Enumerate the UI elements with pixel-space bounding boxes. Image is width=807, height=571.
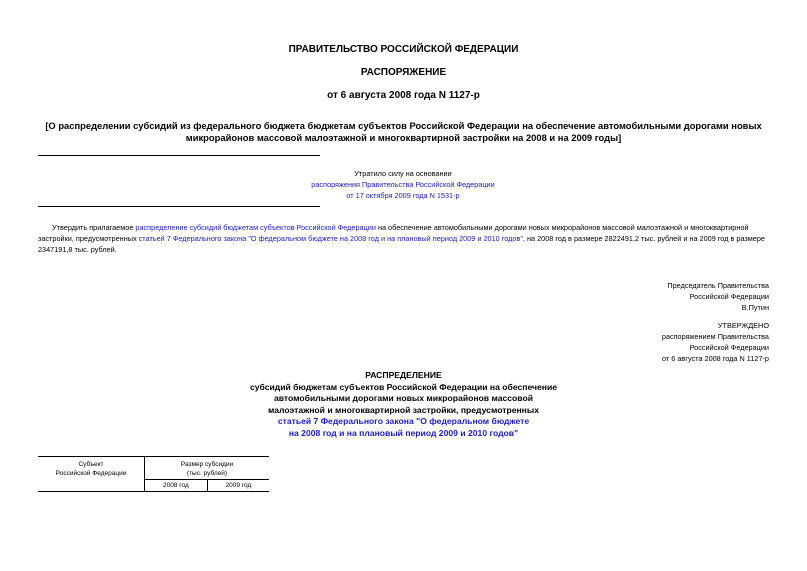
header-subsidy-line2: (тыс. рублей): [186, 470, 228, 477]
distribution-title: РАСПРЕДЕЛЕНИЕ: [365, 370, 442, 380]
federal-law-link[interactable]: статьей 7 Федерального закона "О федеральном бюджете на 2008 год и на плановый период 2009 и 2010 годов": [138, 234, 523, 243]
body-line3: 2347191,8 тыс. рублей.: [38, 245, 117, 254]
distribution-heading: [0, 370, 807, 439]
header-year-2009: 2009 год: [207, 480, 269, 492]
approval-block: [569, 320, 769, 364]
header-subject-line2: Российской Федерации: [55, 470, 127, 477]
signature-country: Российской Федерации: [689, 292, 769, 301]
table-bottom-rule: [38, 492, 269, 493]
divider-top: [38, 155, 320, 156]
header-year-2008: 2008 год: [145, 480, 208, 492]
approval-date: от 6 августа 2008 года N 1127-р: [662, 354, 769, 363]
repeal-note: [300, 168, 506, 201]
approval-by: распоряжением Правительства: [661, 332, 769, 341]
header-subject: [38, 457, 145, 492]
subsidy-table: [38, 456, 269, 492]
signature-position: Председатель Правительства: [667, 281, 769, 290]
repeal-note-text: Утратило силу на основании: [354, 169, 452, 178]
table-rule-cell: [38, 492, 269, 493]
document-date-number: от 6 августа 2008 года N 1127-р: [327, 90, 480, 101]
repeal-link-line1[interactable]: распоряжения Правительства Российской Федерации: [311, 180, 495, 189]
distribution-link[interactable]: распределение субсидий бюджетам субъектов Российской Федерации: [135, 223, 376, 232]
document-title-line2: микрорайонов массовой малоэтажной и многоквартирной застройки на 2008 и на 2009 годы]: [185, 132, 622, 143]
signature-block: [569, 280, 769, 313]
distribution-line3: малоэтажной и многоквартирной застройки, предусмотренных: [268, 404, 539, 415]
distribution-law-link1[interactable]: статьей 7 Федерального закона "О федеральном бюджете: [277, 416, 530, 426]
body-line2: [38, 233, 770, 244]
document-title-line1: [О распределении субсидий из федерального бюджета бюджетам субъектов Российской Федерации на обеспечение автомобильными дорогами новых: [45, 120, 762, 131]
repeal-link-line2[interactable]: от 17 октября 2009 года N 1531-р: [346, 191, 460, 200]
body-line1: [38, 222, 770, 233]
document-title: [40, 120, 767, 144]
body-text-start: Утвердить прилагаемое: [52, 223, 134, 232]
divider-bottom: [38, 206, 320, 207]
approval-country: Российской Федерации: [689, 343, 769, 352]
header-subsidy-size: [145, 457, 270, 480]
approval-title: УТВЕРЖДЕНО: [717, 321, 769, 330]
table-header-row: [38, 457, 269, 480]
body-line2-start: застройки, предусмотренных: [38, 234, 137, 243]
distribution-line2: автомобильными дорогами новых микрорайонов массовой: [273, 393, 534, 403]
distribution-line1: субсидий бюджетам субъектов Российской Федерации на обеспечение: [249, 381, 558, 392]
signature-name: В.Путин: [741, 303, 769, 312]
government-heading: ПРАВИТЕЛЬСТВО РОССИЙСКОЙ ФЕДЕРАЦИИ: [288, 44, 519, 55]
header-subsidy-line1: Размер субсидии: [180, 461, 234, 468]
distribution-law-link2[interactable]: на 2008 год и на плановый период 2009 и 2010 годов": [288, 427, 519, 438]
body-paragraph: [38, 222, 770, 255]
body-text-rest: на обеспечение автомобильными дорогами новых микрорайонов массовой малоэтажной и многоквартирной: [377, 223, 749, 232]
header-subject-line1: Субъект: [78, 461, 104, 468]
document-type: РАСПОРЯЖЕНИЕ: [360, 67, 447, 78]
body-line2-rest: , на 2008 год в размере 2822491,2 тыс. рублей и на 2009 год в размере: [522, 234, 765, 243]
